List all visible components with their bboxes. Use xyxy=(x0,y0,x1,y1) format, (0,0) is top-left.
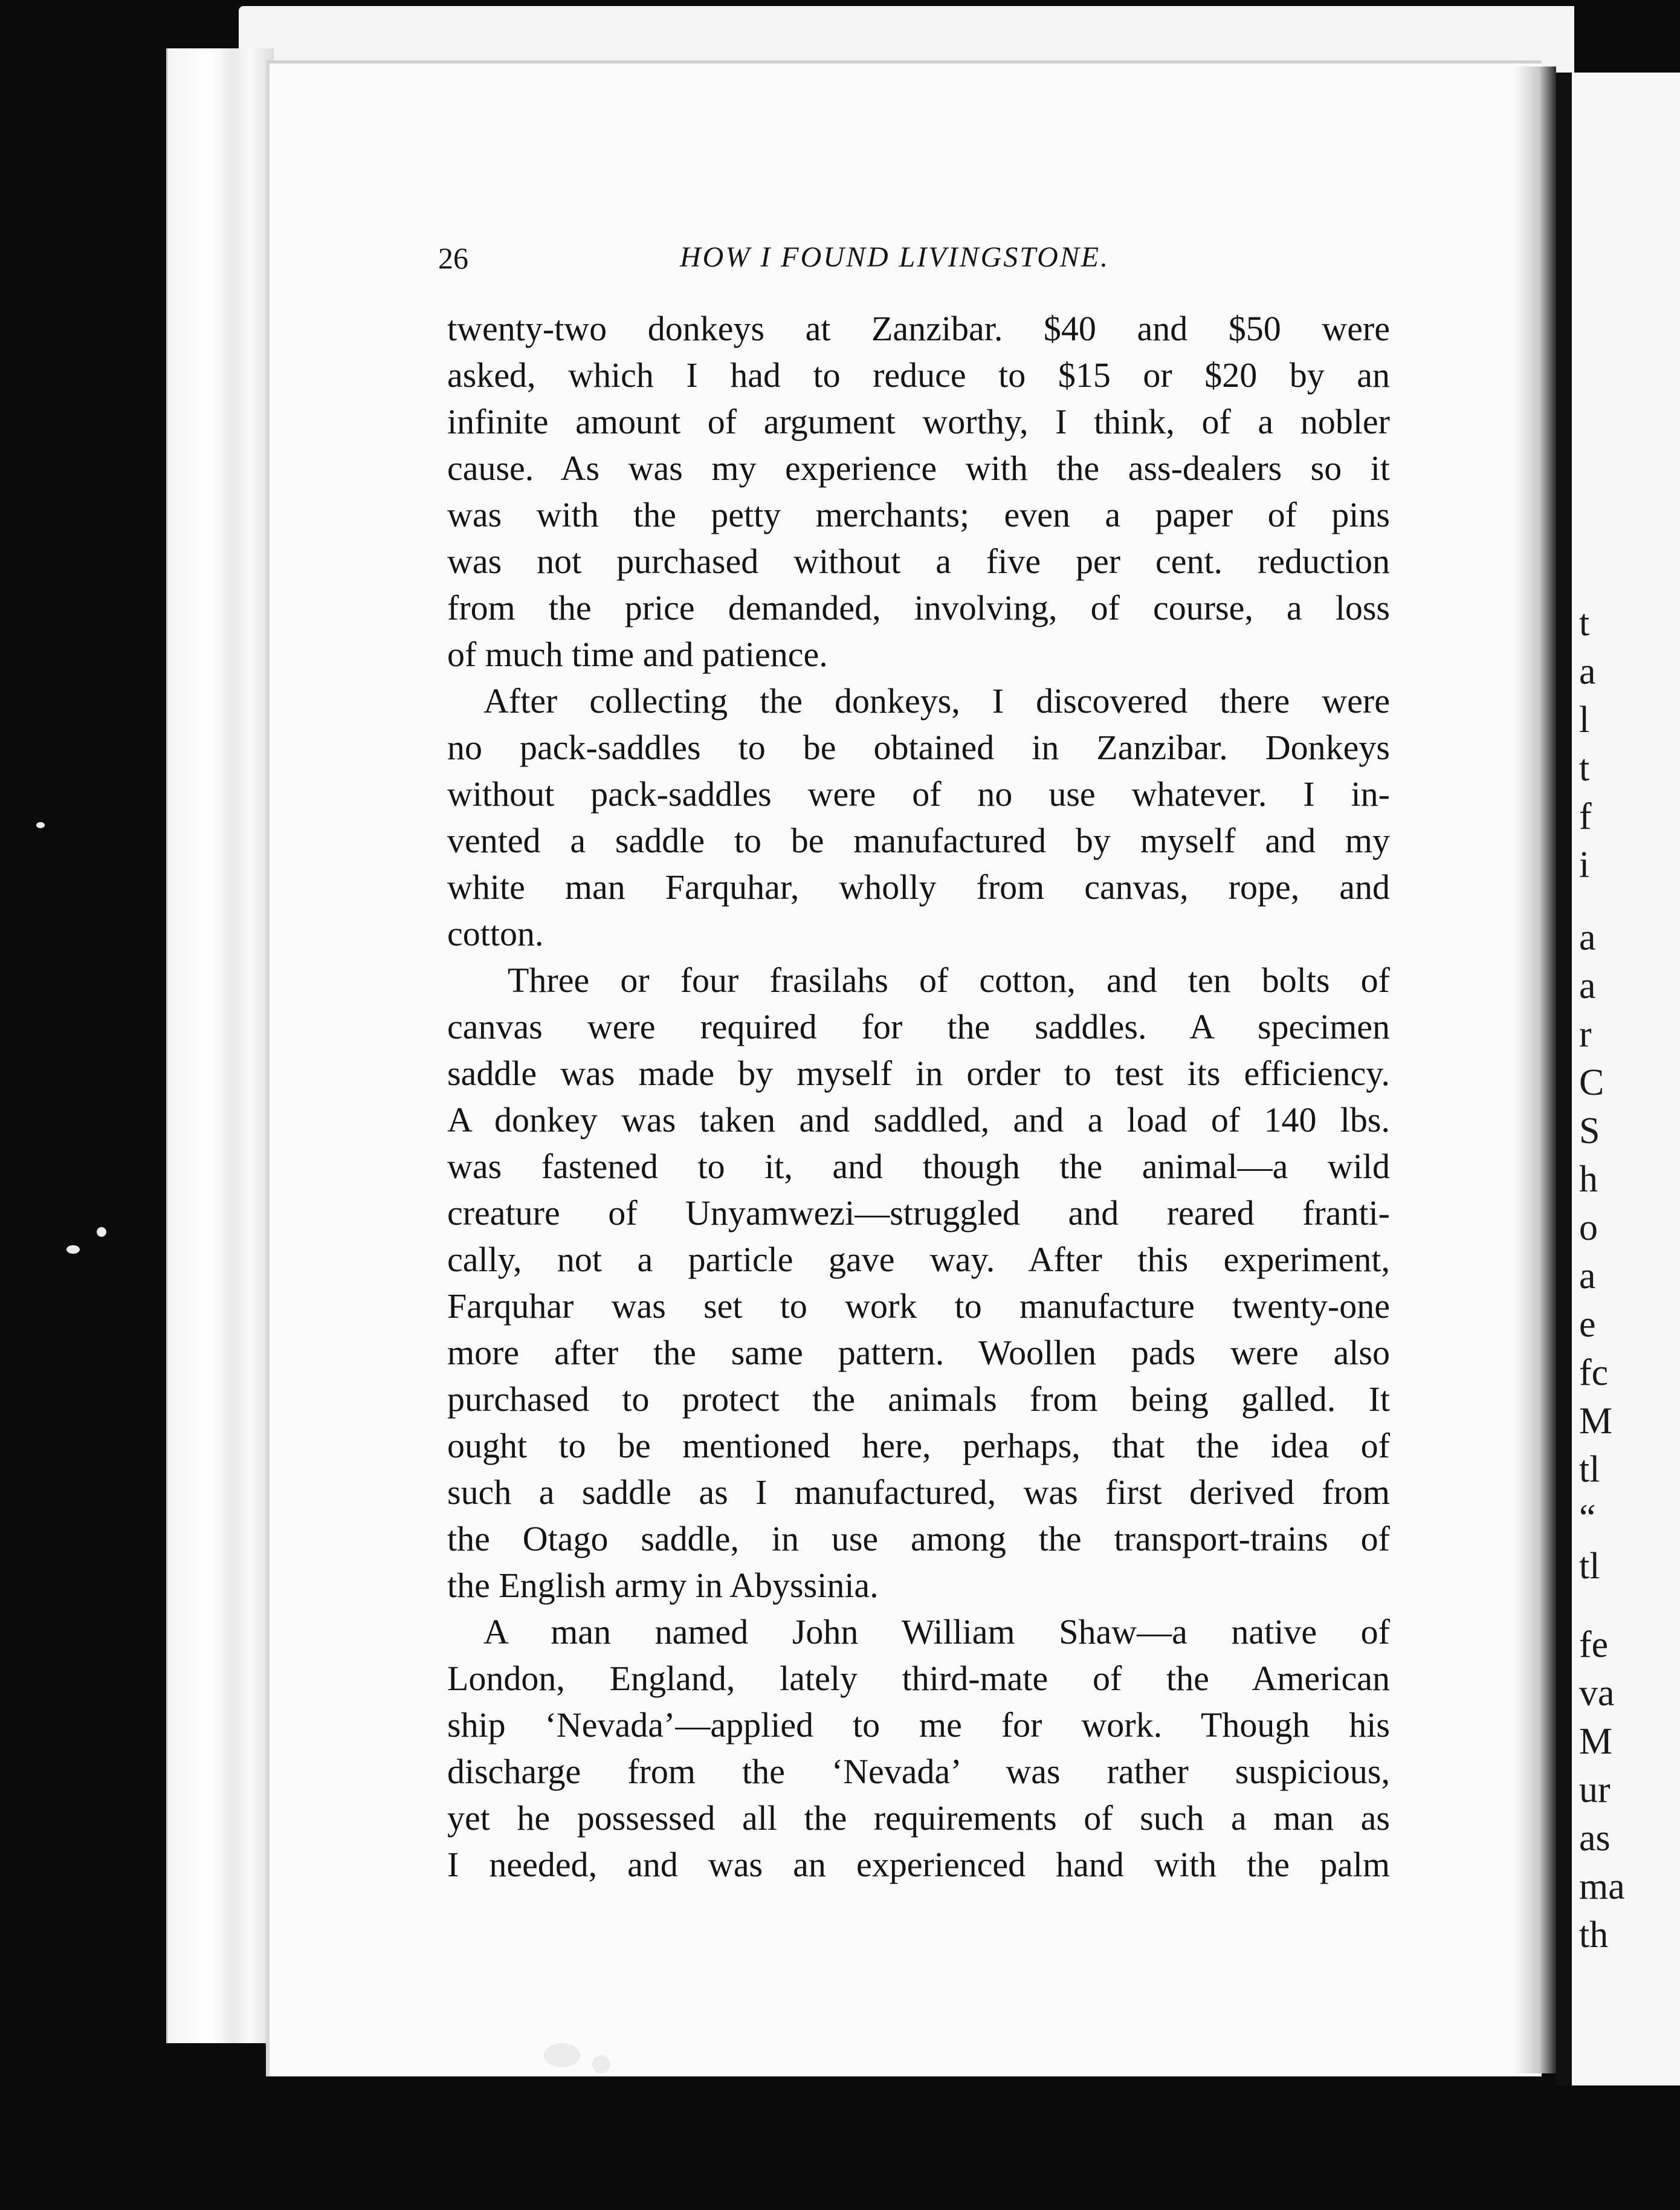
facing-page-fragment: t xyxy=(1579,748,1590,789)
text-line: infinite amount of argument worthy, I think, of a nobler xyxy=(447,402,1390,441)
facing-page-fragment: ma xyxy=(1579,1866,1625,1907)
scan-speck xyxy=(544,2043,580,2067)
text-line: the English army in Abyssinia. xyxy=(447,1566,879,1605)
text-line: was fastened to it, and though the animal—a wild xyxy=(447,1147,1390,1186)
text-line: asked, which I had to reduce to $15 or $20 by an xyxy=(447,355,1390,395)
text-line: London, England, lately third-mate of the American xyxy=(447,1659,1390,1698)
scan-speck xyxy=(66,1245,80,1254)
text-line: was with the petty merchants; even a paper of pins xyxy=(447,495,1390,534)
text-line: cally, not a particle gave way. After this experiment, xyxy=(447,1240,1390,1279)
text-line: purchased to protect the animals from being galled. It xyxy=(447,1379,1390,1419)
facing-page-fragment: C xyxy=(1579,1062,1604,1103)
text-line: vented a saddle to be manufactured by myself and my xyxy=(447,821,1390,860)
text-line: canvas were required for the saddles. A specimen xyxy=(447,1007,1390,1046)
facing-page-fragment: f xyxy=(1579,796,1592,837)
text-line: twenty-two donkeys at Zanzibar. $40 and $50 were xyxy=(447,309,1390,348)
text-line: A man named John William Shaw—a native of xyxy=(483,1612,1390,1651)
facing-page-fragment: t xyxy=(1579,603,1590,644)
text-line: from the price demanded, involving, of course, a loss xyxy=(447,588,1390,627)
scan-speck xyxy=(36,822,45,828)
text-line: such a saddle as I manufactured, was first derived from xyxy=(447,1473,1390,1512)
text-line: ought to be mentioned here, perhaps, that the idea of xyxy=(447,1426,1390,1465)
page-number: 26 xyxy=(438,241,468,275)
facing-page-fragment: o xyxy=(1579,1207,1598,1248)
text-line: Three or four frasilahs of cotton, and ten bolts of xyxy=(508,961,1390,1000)
facing-page-fragment: l xyxy=(1579,699,1590,740)
text-line: without pack-saddles were of no use whatever. I in- xyxy=(447,774,1390,814)
running-head xyxy=(438,241,1366,277)
text-line: yet he possessed all the requirements of such a man as xyxy=(447,1798,1390,1838)
facing-page-fragment: S xyxy=(1579,1110,1600,1152)
text-line: of much time and patience. xyxy=(447,635,828,674)
facing-page xyxy=(1556,73,1680,2085)
text-line: saddle was made by myself in order to test its efficiency. xyxy=(447,1054,1390,1093)
text-line: cause. As was my experience with the ass-dealers so it xyxy=(447,449,1390,488)
text-line: Farquhar was set to work to manufacture twenty-one xyxy=(447,1286,1390,1326)
scan-speck xyxy=(97,1227,106,1237)
text-line: ship ‘Nevada’—applied to me for work. Though his xyxy=(447,1705,1390,1745)
text-line: white man Farquhar, wholly from canvas, rope, and xyxy=(447,867,1390,907)
facing-page-fragment: tl xyxy=(1579,1546,1600,1587)
text-line: no pack-saddles to be obtained in Zanzibar. Donkeys xyxy=(447,728,1390,767)
facing-page-fragment: fc xyxy=(1579,1352,1609,1393)
facing-page-fragment: ur xyxy=(1579,1769,1611,1810)
facing-page-fragment: “ xyxy=(1579,1497,1596,1538)
text-line: was not purchased without a five per cent. reduction xyxy=(447,542,1390,581)
text-line: more after the same pattern. Woollen pads were also xyxy=(447,1333,1390,1372)
facing-page-fragment: h xyxy=(1579,1159,1598,1200)
facing-page-fragment: tl xyxy=(1579,1449,1600,1490)
facing-page-fragment: e xyxy=(1579,1304,1596,1345)
facing-page-fragment: as xyxy=(1579,1818,1611,1859)
body-text xyxy=(447,305,1390,1888)
facing-page-fragment: M xyxy=(1579,1401,1613,1442)
running-title: HOW I FOUND LIVINGSTONE. xyxy=(680,241,1110,273)
page-gutter-shadow xyxy=(1514,66,1556,2073)
facing-page-fragment: i xyxy=(1579,844,1590,886)
text-line: cotton. xyxy=(447,914,544,953)
facing-page-fragment: fe xyxy=(1579,1624,1609,1665)
text-line: A donkey was taken and saddled, and a load of 140 lbs. xyxy=(447,1100,1390,1139)
stacked-page-edges xyxy=(166,48,274,2043)
facing-page-fragment: va xyxy=(1579,1673,1615,1714)
facing-page-fragment: a xyxy=(1579,651,1596,692)
text-line: After collecting the donkeys, I discovered there were xyxy=(483,681,1390,721)
text-line: I needed, and was an experienced hand with the palm xyxy=(447,1845,1390,1884)
facing-page-fragment: a xyxy=(1579,1256,1596,1297)
text-line: creature of Unyamwezi—struggled and reared franti- xyxy=(447,1193,1390,1233)
facing-page-fragment: M xyxy=(1579,1721,1613,1762)
facing-page-fragment: a xyxy=(1579,965,1596,1006)
text-line: the Otago saddle, in use among the transport-trains of xyxy=(447,1519,1390,1558)
facing-page-fragment: r xyxy=(1579,1014,1592,1055)
text-line: discharge from the ‘Nevada’ was rather suspicious, xyxy=(447,1752,1390,1791)
facing-page-fragment: a xyxy=(1579,917,1596,958)
scan-speck xyxy=(592,2055,610,2073)
facing-page-fragment: th xyxy=(1579,1914,1609,1956)
